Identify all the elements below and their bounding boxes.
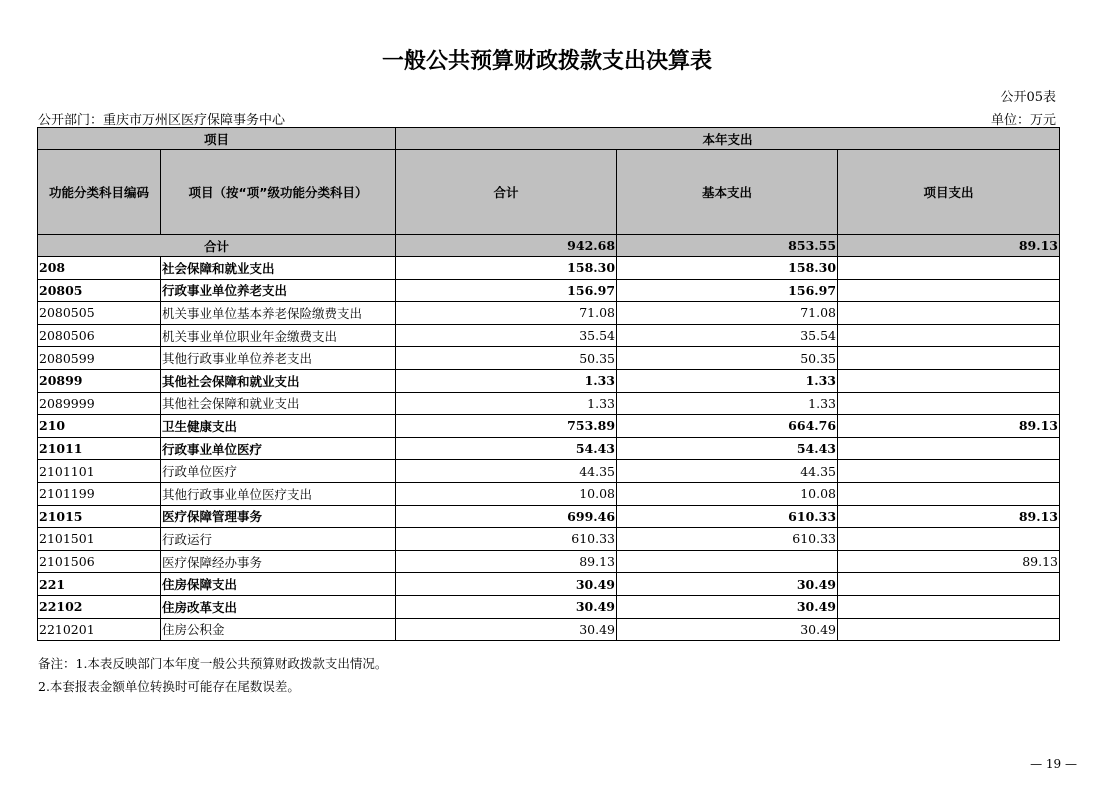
table-row [38, 505, 1060, 528]
row-code: 221 [38, 573, 161, 596]
row-project: 89.13 [838, 505, 1060, 528]
row-project [838, 573, 1060, 596]
notes [38, 652, 387, 698]
department-label: 公开部门：重庆市万州区医疗保障事务中心 [38, 113, 286, 128]
row-total: 71.08 [396, 302, 617, 325]
row-code: 2080505 [38, 302, 161, 325]
expenditure-table [37, 127, 1060, 641]
total-row [38, 235, 1060, 257]
row-name: 医疗保障管理事务 [161, 505, 396, 528]
row-basic: 30.49 [617, 618, 838, 641]
row-project [838, 528, 1060, 551]
row-name: 其他社会保障和就业支出 [161, 392, 396, 415]
row-total: 30.49 [396, 618, 617, 641]
row-total: 753.89 [396, 415, 617, 438]
row-code: 22102 [38, 595, 161, 618]
row-project [838, 324, 1060, 347]
table-row [38, 437, 1060, 460]
row-name: 机关事业单位基本养老保险缴费支出 [161, 302, 396, 325]
row-code: 210 [38, 415, 161, 438]
row-code: 2089999 [38, 392, 161, 415]
table-row [38, 415, 1060, 438]
row-basic [617, 550, 838, 573]
row-code: 2210201 [38, 618, 161, 641]
row-name: 其他行政事业单位医疗支出 [161, 482, 396, 505]
row-name: 行政单位医疗 [161, 460, 396, 483]
row-project [838, 257, 1060, 280]
table-row [38, 573, 1060, 596]
row-total: 699.46 [396, 505, 617, 528]
table-row [38, 347, 1060, 370]
header-code: 功能分类科目编码 [38, 150, 161, 235]
row-basic: 54.43 [617, 437, 838, 460]
row-basic: 158.30 [617, 257, 838, 280]
table-row [38, 595, 1060, 618]
header-project-expenditure: 项目支出 [838, 150, 1060, 235]
unit-label: 单位：万元 [990, 113, 1056, 128]
row-name: 机关事业单位职业年金缴费支出 [161, 324, 396, 347]
table-row [38, 460, 1060, 483]
row-project [838, 460, 1060, 483]
row-name: 住房改革支出 [161, 595, 396, 618]
header-basic: 基本支出 [617, 150, 838, 235]
header-total: 合计 [396, 150, 617, 235]
table-row [38, 302, 1060, 325]
row-project [838, 347, 1060, 370]
row-code: 2080599 [38, 347, 161, 370]
row-total: 50.35 [396, 347, 617, 370]
row-project [838, 437, 1060, 460]
table-row [38, 550, 1060, 573]
page-title: 一般公共预算财政拨款支出决算表 [381, 49, 712, 74]
row-name: 住房保障支出 [161, 573, 396, 596]
row-project [838, 302, 1060, 325]
table-row [38, 369, 1060, 392]
total-basic: 853.55 [617, 235, 838, 257]
table-row [38, 528, 1060, 551]
row-code: 20805 [38, 279, 161, 302]
total-label: 合计 [38, 235, 396, 257]
table-row [38, 392, 1060, 415]
row-total: 1.33 [396, 369, 617, 392]
total-sum: 942.68 [396, 235, 617, 257]
table-row [38, 324, 1060, 347]
row-code: 2101501 [38, 528, 161, 551]
row-code: 208 [38, 257, 161, 280]
table-row [38, 482, 1060, 505]
row-basic: 1.33 [617, 392, 838, 415]
row-basic: 30.49 [617, 595, 838, 618]
row-total: 30.49 [396, 573, 617, 596]
row-code: 2101101 [38, 460, 161, 483]
note-line: 2.本套报表金额单位转换时可能存在尾数误差。 [38, 679, 300, 694]
row-basic: 50.35 [617, 347, 838, 370]
row-basic: 35.54 [617, 324, 838, 347]
row-basic: 610.33 [617, 528, 838, 551]
row-basic: 30.49 [617, 573, 838, 596]
row-total: 44.35 [396, 460, 617, 483]
row-name: 卫生健康支出 [161, 415, 396, 438]
header-current-year: 本年支出 [396, 128, 1060, 150]
row-code: 20899 [38, 369, 161, 392]
row-project [838, 392, 1060, 415]
row-basic: 44.35 [617, 460, 838, 483]
header-project: 项目 [38, 128, 396, 150]
row-total: 30.49 [396, 595, 617, 618]
row-project: 89.13 [838, 415, 1060, 438]
row-total: 158.30 [396, 257, 617, 280]
row-project [838, 595, 1060, 618]
row-total: 10.08 [396, 482, 617, 505]
row-name: 医疗保障经办事务 [161, 550, 396, 573]
row-project [838, 482, 1060, 505]
row-name: 其他行政事业单位养老支出 [161, 347, 396, 370]
row-basic: 610.33 [617, 505, 838, 528]
row-project [838, 279, 1060, 302]
row-name: 社会保障和就业支出 [161, 257, 396, 280]
row-total: 610.33 [396, 528, 617, 551]
row-code: 21015 [38, 505, 161, 528]
row-project [838, 369, 1060, 392]
row-basic: 156.97 [617, 279, 838, 302]
table-row [38, 257, 1060, 280]
note-line: 备注：1.本表反映部门本年度一般公共预算财政拨款支出情况。 [38, 656, 388, 671]
row-total: 35.54 [396, 324, 617, 347]
row-total: 156.97 [396, 279, 617, 302]
row-basic: 664.76 [617, 415, 838, 438]
row-name: 行政事业单位医疗 [161, 437, 396, 460]
row-code: 2080506 [38, 324, 161, 347]
row-total: 54.43 [396, 437, 617, 460]
row-project [838, 618, 1060, 641]
form-number: 公开05表 [1000, 90, 1056, 105]
header-item: 项目（按“项”级功能分类科目） [161, 150, 396, 235]
page-number: — 19 — [1030, 757, 1077, 771]
row-total: 1.33 [396, 392, 617, 415]
row-code: 2101199 [38, 482, 161, 505]
row-name: 其他社会保障和就业支出 [161, 369, 396, 392]
row-basic: 71.08 [617, 302, 838, 325]
row-code: 21011 [38, 437, 161, 460]
row-name: 行政事业单位养老支出 [161, 279, 396, 302]
row-basic: 1.33 [617, 369, 838, 392]
row-total: 89.13 [396, 550, 617, 573]
total-project: 89.13 [838, 235, 1060, 257]
row-name: 住房公积金 [161, 618, 396, 641]
table-row [38, 618, 1060, 641]
row-name: 行政运行 [161, 528, 396, 551]
row-project: 89.13 [838, 550, 1060, 573]
table-row [38, 279, 1060, 302]
row-code: 2101506 [38, 550, 161, 573]
row-basic: 10.08 [617, 482, 838, 505]
